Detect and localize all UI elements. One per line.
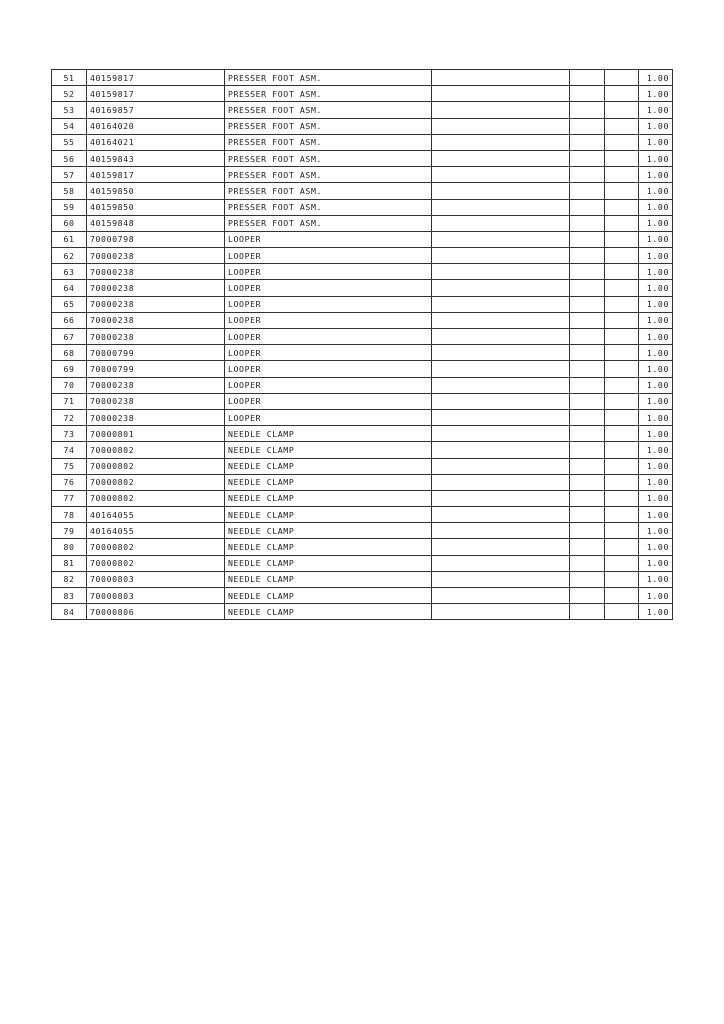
description-cell: LOOPER [225, 312, 432, 328]
description-cell: NEEDLE CLAMP [225, 458, 432, 474]
description-cell: PRESSER FOOT ASM. [225, 134, 432, 150]
empty-cell [432, 70, 570, 86]
quantity-cell: 1.00 [639, 588, 673, 604]
row-number-cell: 77 [52, 490, 87, 506]
row-number-cell: 58 [52, 183, 87, 199]
row-number-cell: 70 [52, 377, 87, 393]
empty-cell [432, 442, 570, 458]
empty-cell [570, 409, 605, 425]
description-cell: NEEDLE CLAMP [225, 571, 432, 587]
quantity-cell: 1.00 [639, 474, 673, 490]
empty-cell [570, 474, 605, 490]
row-number-cell: 84 [52, 604, 87, 620]
empty-cell [432, 167, 570, 183]
empty-cell [605, 539, 639, 555]
empty-cell [605, 507, 639, 523]
quantity-cell: 1.00 [639, 215, 673, 231]
quantity-cell: 1.00 [639, 393, 673, 409]
empty-cell [605, 150, 639, 166]
empty-cell [605, 86, 639, 102]
table-row [52, 393, 673, 409]
part-number-cell: 40164055 [87, 507, 225, 523]
empty-cell [432, 523, 570, 539]
row-number-cell: 57 [52, 167, 87, 183]
description-cell: LOOPER [225, 280, 432, 296]
row-number-cell: 79 [52, 523, 87, 539]
quantity-cell: 1.00 [639, 361, 673, 377]
table-row [52, 183, 673, 199]
table-row [52, 458, 673, 474]
row-number-cell: 62 [52, 248, 87, 264]
row-number-cell: 56 [52, 150, 87, 166]
quantity-cell: 1.00 [639, 312, 673, 328]
table-row [52, 361, 673, 377]
row-number-cell: 80 [52, 539, 87, 555]
table-row [52, 329, 673, 345]
description-cell: NEEDLE CLAMP [225, 604, 432, 620]
empty-cell [570, 312, 605, 328]
table-row [52, 134, 673, 150]
description-cell: PRESSER FOOT ASM. [225, 118, 432, 134]
table-row [52, 264, 673, 280]
part-number-cell: 70000238 [87, 377, 225, 393]
empty-cell [570, 442, 605, 458]
empty-cell [605, 167, 639, 183]
table-row [52, 86, 673, 102]
part-number-cell: 70000802 [87, 539, 225, 555]
empty-cell [605, 474, 639, 490]
row-number-cell: 76 [52, 474, 87, 490]
empty-cell [605, 442, 639, 458]
description-cell: NEEDLE CLAMP [225, 555, 432, 571]
empty-cell [570, 134, 605, 150]
parts-table-body [52, 70, 673, 620]
table-row [52, 442, 673, 458]
table-row [52, 280, 673, 296]
table-row [52, 490, 673, 506]
table-row [52, 474, 673, 490]
empty-cell [570, 296, 605, 312]
empty-cell [570, 377, 605, 393]
quantity-cell: 1.00 [639, 409, 673, 425]
empty-cell [432, 248, 570, 264]
description-cell: PRESSER FOOT ASM. [225, 199, 432, 215]
empty-cell [570, 102, 605, 118]
quantity-cell: 1.00 [639, 134, 673, 150]
part-number-cell: 70000238 [87, 409, 225, 425]
empty-cell [432, 312, 570, 328]
quantity-cell: 1.00 [639, 102, 673, 118]
quantity-cell: 1.00 [639, 86, 673, 102]
empty-cell [570, 231, 605, 247]
part-number-cell: 40159848 [87, 215, 225, 231]
quantity-cell: 1.00 [639, 426, 673, 442]
part-number-cell: 70000799 [87, 361, 225, 377]
empty-cell [605, 345, 639, 361]
quantity-cell: 1.00 [639, 507, 673, 523]
table-row [52, 604, 673, 620]
part-number-cell: 70000803 [87, 588, 225, 604]
row-number-cell: 63 [52, 264, 87, 280]
part-number-cell: 70000238 [87, 248, 225, 264]
part-number-cell: 40159817 [87, 167, 225, 183]
row-number-cell: 60 [52, 215, 87, 231]
description-cell: PRESSER FOOT ASM. [225, 215, 432, 231]
description-cell: NEEDLE CLAMP [225, 507, 432, 523]
row-number-cell: 65 [52, 296, 87, 312]
part-number-cell: 70000801 [87, 426, 225, 442]
empty-cell [570, 393, 605, 409]
empty-cell [432, 361, 570, 377]
empty-cell [432, 102, 570, 118]
empty-cell [432, 571, 570, 587]
part-number-cell: 40159850 [87, 183, 225, 199]
quantity-cell: 1.00 [639, 555, 673, 571]
empty-cell [605, 490, 639, 506]
description-cell: PRESSER FOOT ASM. [225, 150, 432, 166]
description-cell: PRESSER FOOT ASM. [225, 183, 432, 199]
quantity-cell: 1.00 [639, 264, 673, 280]
part-number-cell: 70000238 [87, 264, 225, 280]
part-number-cell: 40169857 [87, 102, 225, 118]
quantity-cell: 1.00 [639, 442, 673, 458]
row-number-cell: 59 [52, 199, 87, 215]
description-cell: LOOPER [225, 377, 432, 393]
empty-cell [432, 345, 570, 361]
description-cell: NEEDLE CLAMP [225, 426, 432, 442]
empty-cell [605, 426, 639, 442]
empty-cell [605, 70, 639, 86]
empty-cell [605, 555, 639, 571]
empty-cell [605, 329, 639, 345]
row-number-cell: 82 [52, 571, 87, 587]
part-number-cell: 40159817 [87, 86, 225, 102]
part-number-cell: 70000238 [87, 296, 225, 312]
empty-cell [605, 264, 639, 280]
empty-cell [570, 264, 605, 280]
description-cell: NEEDLE CLAMP [225, 474, 432, 490]
row-number-cell: 52 [52, 86, 87, 102]
table-row [52, 555, 673, 571]
part-number-cell: 40164021 [87, 134, 225, 150]
empty-cell [432, 118, 570, 134]
quantity-cell: 1.00 [639, 248, 673, 264]
empty-cell [432, 393, 570, 409]
part-number-cell: 70000803 [87, 571, 225, 587]
quantity-cell: 1.00 [639, 571, 673, 587]
empty-cell [605, 588, 639, 604]
description-cell: NEEDLE CLAMP [225, 588, 432, 604]
part-number-cell: 70000798 [87, 231, 225, 247]
row-number-cell: 75 [52, 458, 87, 474]
part-number-cell: 40159850 [87, 199, 225, 215]
empty-cell [570, 70, 605, 86]
table-row [52, 523, 673, 539]
quantity-cell: 1.00 [639, 296, 673, 312]
description-cell: LOOPER [225, 329, 432, 345]
table-row [52, 345, 673, 361]
quantity-cell: 1.00 [639, 345, 673, 361]
empty-cell [570, 215, 605, 231]
table-row [52, 231, 673, 247]
empty-cell [432, 215, 570, 231]
empty-cell [605, 215, 639, 231]
empty-cell [432, 183, 570, 199]
empty-cell [432, 86, 570, 102]
empty-cell [432, 150, 570, 166]
empty-cell [605, 231, 639, 247]
empty-cell [570, 555, 605, 571]
empty-cell [605, 571, 639, 587]
empty-cell [605, 134, 639, 150]
table-row [52, 215, 673, 231]
empty-cell [605, 312, 639, 328]
quantity-cell: 1.00 [639, 458, 673, 474]
empty-cell [570, 345, 605, 361]
empty-cell [432, 134, 570, 150]
empty-cell [432, 199, 570, 215]
parts-table [51, 69, 673, 620]
empty-cell [570, 426, 605, 442]
empty-cell [605, 458, 639, 474]
empty-cell [570, 458, 605, 474]
empty-cell [605, 409, 639, 425]
description-cell: LOOPER [225, 296, 432, 312]
empty-cell [605, 118, 639, 134]
part-number-cell: 70000238 [87, 329, 225, 345]
row-number-cell: 61 [52, 231, 87, 247]
table-row [52, 150, 673, 166]
empty-cell [605, 183, 639, 199]
part-number-cell: 70000238 [87, 393, 225, 409]
part-number-cell: 70000802 [87, 555, 225, 571]
quantity-cell: 1.00 [639, 150, 673, 166]
table-row [52, 167, 673, 183]
part-number-cell: 70000238 [87, 312, 225, 328]
empty-cell [605, 361, 639, 377]
table-row [52, 70, 673, 86]
empty-cell [432, 231, 570, 247]
part-number-cell: 70000802 [87, 442, 225, 458]
row-number-cell: 64 [52, 280, 87, 296]
part-number-cell: 40159817 [87, 70, 225, 86]
quantity-cell: 1.00 [639, 70, 673, 86]
table-row [52, 199, 673, 215]
empty-cell [570, 183, 605, 199]
description-cell: PRESSER FOOT ASM. [225, 70, 432, 86]
description-cell: LOOPER [225, 345, 432, 361]
quantity-cell: 1.00 [639, 199, 673, 215]
row-number-cell: 81 [52, 555, 87, 571]
empty-cell [432, 539, 570, 555]
quantity-cell: 1.00 [639, 167, 673, 183]
part-number-cell: 40159843 [87, 150, 225, 166]
description-cell: LOOPER [225, 264, 432, 280]
table-row [52, 118, 673, 134]
row-number-cell: 73 [52, 426, 87, 442]
part-number-cell: 40164020 [87, 118, 225, 134]
empty-cell [570, 329, 605, 345]
quantity-cell: 1.00 [639, 231, 673, 247]
description-cell: LOOPER [225, 231, 432, 247]
empty-cell [570, 539, 605, 555]
empty-cell [432, 426, 570, 442]
empty-cell [605, 248, 639, 264]
empty-cell [570, 361, 605, 377]
description-cell: PRESSER FOOT ASM. [225, 167, 432, 183]
empty-cell [605, 377, 639, 393]
empty-cell [432, 377, 570, 393]
empty-cell [432, 280, 570, 296]
table-row [52, 312, 673, 328]
row-number-cell: 78 [52, 507, 87, 523]
row-number-cell: 53 [52, 102, 87, 118]
empty-cell [432, 604, 570, 620]
empty-cell [570, 248, 605, 264]
empty-cell [432, 490, 570, 506]
table-row [52, 507, 673, 523]
table-row [52, 296, 673, 312]
empty-cell [605, 296, 639, 312]
quantity-cell: 1.00 [639, 377, 673, 393]
empty-cell [605, 280, 639, 296]
row-number-cell: 54 [52, 118, 87, 134]
quantity-cell: 1.00 [639, 523, 673, 539]
empty-cell [432, 458, 570, 474]
quantity-cell: 1.00 [639, 490, 673, 506]
part-number-cell: 40164055 [87, 523, 225, 539]
description-cell: LOOPER [225, 409, 432, 425]
empty-cell [570, 523, 605, 539]
description-cell: NEEDLE CLAMP [225, 490, 432, 506]
row-number-cell: 68 [52, 345, 87, 361]
table-row [52, 571, 673, 587]
part-number-cell: 70000802 [87, 458, 225, 474]
empty-cell [432, 555, 570, 571]
empty-cell [570, 604, 605, 620]
description-cell: PRESSER FOOT ASM. [225, 86, 432, 102]
description-cell: NEEDLE CLAMP [225, 442, 432, 458]
empty-cell [605, 393, 639, 409]
quantity-cell: 1.00 [639, 183, 673, 199]
description-cell: NEEDLE CLAMP [225, 539, 432, 555]
description-cell: LOOPER [225, 361, 432, 377]
part-number-cell: 70000802 [87, 490, 225, 506]
empty-cell [605, 523, 639, 539]
empty-cell [570, 86, 605, 102]
empty-cell [432, 264, 570, 280]
row-number-cell: 83 [52, 588, 87, 604]
table-row [52, 102, 673, 118]
empty-cell [432, 409, 570, 425]
empty-cell [570, 118, 605, 134]
empty-cell [570, 490, 605, 506]
table-row [52, 588, 673, 604]
quantity-cell: 1.00 [639, 539, 673, 555]
table-row [52, 539, 673, 555]
table-row [52, 248, 673, 264]
quantity-cell: 1.00 [639, 118, 673, 134]
description-cell: LOOPER [225, 248, 432, 264]
empty-cell [605, 604, 639, 620]
empty-cell [432, 588, 570, 604]
part-number-cell: 70000238 [87, 280, 225, 296]
empty-cell [570, 280, 605, 296]
description-cell: NEEDLE CLAMP [225, 523, 432, 539]
part-number-cell: 70000806 [87, 604, 225, 620]
description-cell: LOOPER [225, 393, 432, 409]
quantity-cell: 1.00 [639, 604, 673, 620]
empty-cell [570, 507, 605, 523]
row-number-cell: 67 [52, 329, 87, 345]
empty-cell [570, 571, 605, 587]
empty-cell [570, 167, 605, 183]
empty-cell [432, 296, 570, 312]
row-number-cell: 69 [52, 361, 87, 377]
row-number-cell: 55 [52, 134, 87, 150]
empty-cell [432, 474, 570, 490]
empty-cell [570, 199, 605, 215]
part-number-cell: 70000799 [87, 345, 225, 361]
row-number-cell: 66 [52, 312, 87, 328]
table-row [52, 409, 673, 425]
empty-cell [570, 588, 605, 604]
table-row [52, 377, 673, 393]
empty-cell [570, 150, 605, 166]
row-number-cell: 74 [52, 442, 87, 458]
table-row [52, 426, 673, 442]
quantity-cell: 1.00 [639, 280, 673, 296]
row-number-cell: 71 [52, 393, 87, 409]
row-number-cell: 51 [52, 70, 87, 86]
empty-cell [432, 329, 570, 345]
empty-cell [432, 507, 570, 523]
empty-cell [605, 199, 639, 215]
part-number-cell: 70000802 [87, 474, 225, 490]
quantity-cell: 1.00 [639, 329, 673, 345]
empty-cell [605, 102, 639, 118]
description-cell: PRESSER FOOT ASM. [225, 102, 432, 118]
row-number-cell: 72 [52, 409, 87, 425]
